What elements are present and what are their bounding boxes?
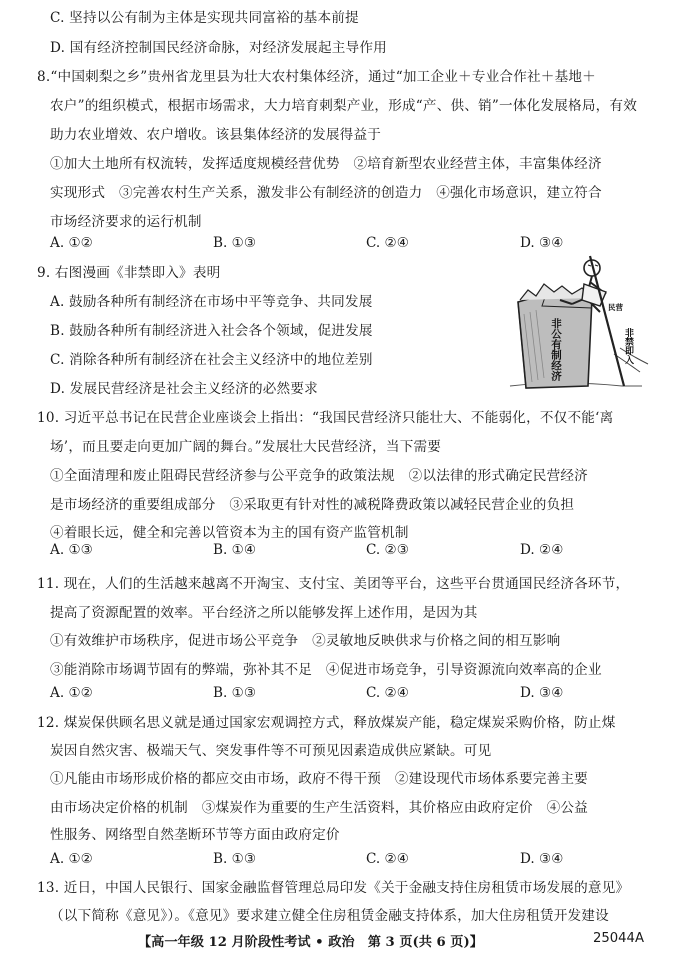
q8-option-c[interactable]: C. ②④ bbox=[366, 235, 409, 251]
q11-stem-line-2: 提高了资源配置的效率。平台经济之所以能够发挥上述作用，是因为其 bbox=[50, 605, 478, 621]
q9-stem: 9. 右图漫画《非禁即入》表明 bbox=[37, 265, 221, 281]
q12-option-a[interactable]: A. ①② bbox=[50, 851, 93, 867]
q12-stem-line-1: 12. 煤炭保供顾名思义就是通过国家宏观调控方式，释放煤炭产能，稳定煤炭采购价格，防止煤 bbox=[37, 715, 616, 731]
q12-option-c[interactable]: C. ②④ bbox=[366, 851, 409, 867]
q9-option-b[interactable]: B. 鼓励各种所有制经济进入社会各个领域，促进发展 bbox=[50, 323, 373, 339]
q12-option-d[interactable]: D. ③④ bbox=[520, 851, 564, 867]
q8-option-b[interactable]: B. ①③ bbox=[213, 235, 257, 251]
cartoon-tag-text: 民营 bbox=[608, 303, 623, 312]
q9-option-d[interactable]: D. 发展民营经济是社会主义经济的必然要求 bbox=[50, 381, 318, 397]
q8-statement-line-3: 市场经济要求的运行机制 bbox=[50, 214, 202, 230]
q11-option-a[interactable]: A. ①② bbox=[50, 685, 93, 701]
q9-option-c[interactable]: C. 消除各种所有制经济在社会主义经济中的地位差别 bbox=[50, 352, 373, 368]
q12-options bbox=[50, 850, 650, 868]
q10-option-b[interactable]: B. ①④ bbox=[213, 542, 257, 558]
q11-option-b[interactable]: B. ①③ bbox=[213, 685, 257, 701]
q10-option-a[interactable]: A. ①③ bbox=[50, 542, 93, 558]
page-footer-code: 25044A bbox=[593, 931, 644, 946]
q12-statement-line-1: ①凡能由市场形成价格的都应交由市场，政府不得干预 ②建设现代市场体系要完善主要 bbox=[50, 771, 588, 787]
q8-stem-line-2: 农户”的组织模式，根据市场需求，大力培育刺梨产业，形成“产、供、销”一体化发展格局，有效 bbox=[50, 98, 637, 114]
q10-stem-line-2: 场’，而且要走向更加广阔的舞台。”发展壮大民营经济，当下需要 bbox=[50, 439, 442, 455]
q7-option-d: D. 国有经济控制国民经济命脉，对经济发展起主导作用 bbox=[50, 40, 387, 56]
q13-stem-line-2: （以下简称《意见》）。《意见》要求建立健全住房租赁金融支持体系，加大住房租赁开发建设 bbox=[50, 908, 609, 924]
cartoon-wall-text: 非公有制经济 bbox=[550, 318, 562, 381]
q7-option-c: C. 坚持以公有制为主体是实现共同富裕的基本前提 bbox=[50, 10, 359, 26]
q8-option-d[interactable]: D. ③④ bbox=[520, 235, 564, 251]
q8-options bbox=[50, 234, 650, 252]
q8-option-a[interactable]: A. ①② bbox=[50, 235, 93, 251]
q10-statement-line-2: 是市场经济的重要组成部分 ③采取更有针对性的减税降费政策以减轻民营企业的负担 bbox=[50, 497, 575, 513]
q8-statement-line-2: 实现形式 ③完善农村生产关系，激发非公有制经济的创造力 ④强化市场意识，建立符合 bbox=[50, 185, 602, 201]
q8-stem-line-1: 8.“中国刺梨之乡”贵州省龙里县为壮大农村集体经济，通过“加工企业＋专业合作社＋基地＋ bbox=[37, 69, 596, 85]
q11-options bbox=[50, 684, 650, 702]
q10-statement-line-3: ④着眼长远，健全和完善以管资本为主的国有资产监管机制 bbox=[50, 525, 409, 541]
q12-option-b[interactable]: B. ①③ bbox=[213, 851, 257, 867]
q11-statement-line-1: ①有效维护市场秩序，促进市场公平竞争 ②灵敏地反映供求与价格之间的相互影响 bbox=[50, 633, 561, 649]
q10-statement-line-1: ①全面清理和废止阻碍民营经济参与公平竞争的政策法规 ②以法律的形式确定民营经济 bbox=[50, 468, 588, 484]
q9-option-a[interactable]: A. 鼓励各种所有制经济在市场中平等竞争、共同发展 bbox=[50, 294, 373, 310]
q11-option-c[interactable]: C. ②④ bbox=[366, 685, 409, 701]
q11-option-d[interactable]: D. ③④ bbox=[520, 685, 564, 701]
q10-option-d[interactable]: D. ②④ bbox=[520, 542, 564, 558]
q13-stem-line-1: 13. 近日，中国人民银行、国家金融监督管理总局印发《关于金融支持住房租赁市场发展的意见》 bbox=[37, 880, 630, 896]
q8-statement-line-1: ①加大土地所有权流转，发挥适度规模经营优势 ②培育新型农业经营主体，丰富集体经济 bbox=[50, 156, 602, 172]
page-footer-title: 【高一年级 12 月阶段性考试 • 政治 第 3 页(共 6 页)】 bbox=[138, 935, 483, 950]
q12-statement-line-3: 性服务、网络型自然垄断环节等方面由政府定价 bbox=[50, 827, 340, 843]
q11-statement-line-2: ③能消除市场调节固有的弊端，弥补其不足 ④促进市场竞争，引导资源流向效率高的企业 bbox=[50, 662, 602, 678]
q11-stem-line-1: 11. 现在，人们的生活越来越离不开淘宝、支付宝、美团等平台，这些平台贯通国民经济各环节， bbox=[37, 576, 630, 592]
q12-statement-line-2: 由市场决定价格的机制 ③煤炭作为重要的生产生活资料，其价格应由政府定价 ④公益 bbox=[50, 800, 588, 816]
q12-stem-line-2: 炭因自然灾害、极端天气、突发事件等不可预见因素造成供应紧缺。可见 bbox=[50, 743, 492, 759]
q10-stem-line-1: 10. 习近平总书记在民营企业座谈会上指出：“我国民营经济只能壮大、不能弱化，不仅不能‘离 bbox=[37, 410, 614, 426]
q10-options bbox=[50, 541, 650, 559]
cartoon-sign-text: 非禁即入 bbox=[623, 328, 633, 364]
q8-stem-line-3: 助力农业增效、农户增收。该县集体经济的发展得益于 bbox=[50, 127, 382, 143]
cartoon-illustration bbox=[502, 254, 652, 392]
q10-option-c[interactable]: C. ②③ bbox=[366, 542, 409, 558]
